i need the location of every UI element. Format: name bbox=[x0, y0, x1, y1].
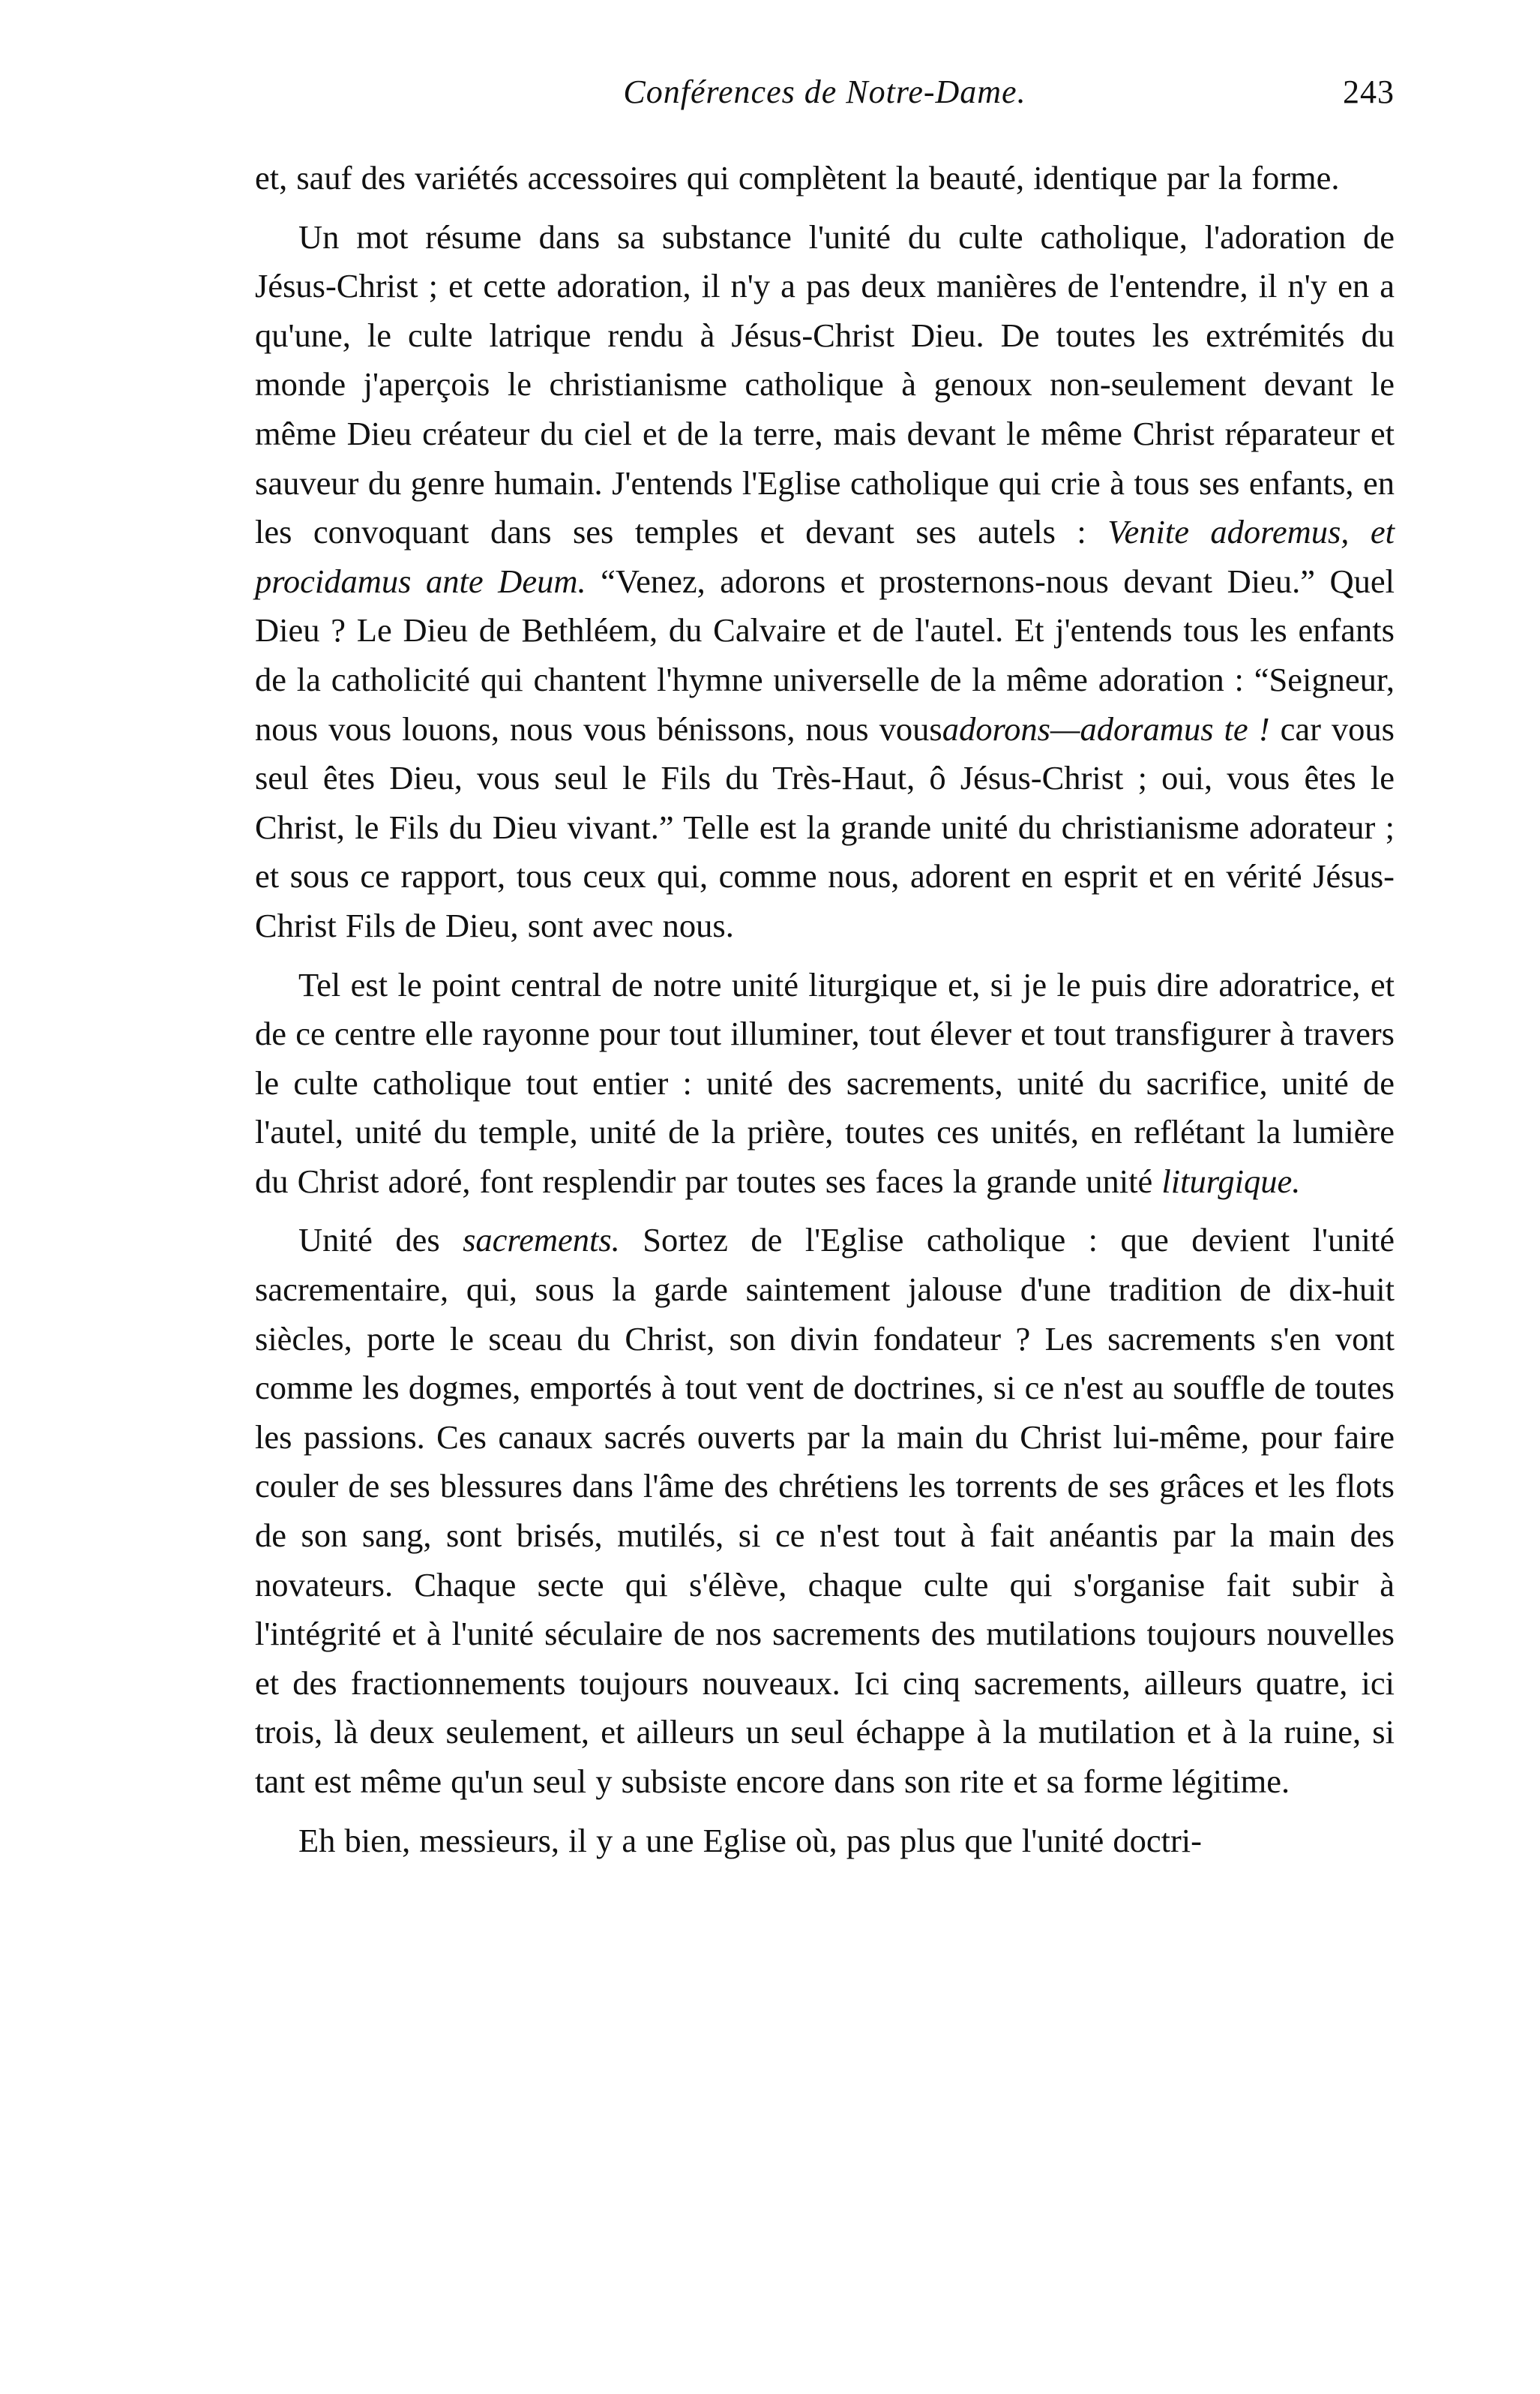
paragraph bbox=[255, 154, 1395, 203]
page-header bbox=[255, 66, 1395, 118]
text-run: Unité des bbox=[298, 1221, 463, 1259]
italic-text: liturgique. bbox=[1161, 1162, 1301, 1200]
page-number: 243 bbox=[1343, 74, 1395, 110]
italic-text: adorons—adoramus te ! bbox=[942, 710, 1270, 748]
running-title: Conférences de Notre-Dame. bbox=[623, 74, 1026, 110]
text-run: Tel est le point central de notre unité liturgique et, si je le puis dire adoratrice, et de ce centre elle rayonne pour tout illuminer, tout élever et tout transfigurer à travers le culte catholique tout entier : unité des sacrements, unité du sacrifice, unité de l'autel, unité du temple, unité de la prière, toutes ces unités, en reflétant la lumière du Christ adoré, font resplendir par toutes ses faces la grande unité bbox=[255, 965, 1395, 1200]
paragraph bbox=[255, 1216, 1395, 1806]
italic-text: sacrements. bbox=[463, 1221, 620, 1259]
paragraph bbox=[255, 961, 1395, 1207]
text-run: Un mot résume dans sa substance l'unité du culte catholique, l'adoration de Jésus-Christ ; et cette adoration, il n'y a pas deux manières de l'entendre, il n'y en a qu'une, le culte latrique rendu à Jésus-Christ Dieu. De toutes les extrémités du monde j'aperçois le christianisme catholique à genoux non-seulement devant le même Dieu créateur du ciel et de la terre, mais devant le même Christ réparateur et sauveur du genre humain. J'entends l'Eglise catholique qui crie à tous ses enfants, en les convoquant dans ses temples et devant ses autels : bbox=[255, 218, 1395, 551]
text-run: “Venez, adorons et prosternons-nous devant Dieu.” Quel Dieu ? Le Dieu de Bethléem, du Calvaire et de l'autel. Et j'entends tous les enfants de la catholicité qui chantent l'hymne universelle de la même adoration : “Seigneur, nous vous louons, nous vous bénissons, nous vous bbox=[255, 562, 1395, 748]
paragraph bbox=[255, 213, 1395, 951]
paragraph bbox=[255, 1816, 1395, 1866]
body-text bbox=[255, 154, 1395, 1865]
text-run: car vous seul êtes Dieu, vous seul le Fils du Très-Haut, ô Jésus-Christ ; oui, vous êtes le Christ, le Fils du Dieu vivant.” Telle est la grande unité du christianisme adorateur ; et sous ce rapport, tous ceux qui, comme nous, adorent en esprit et en vérité Jésus-Christ Fils de Dieu, sont avec nous. bbox=[255, 710, 1395, 944]
text-run: et, sauf des variétés accessoires qui complètent la beauté, identique par la forme. bbox=[255, 159, 1340, 196]
text-run: Eh bien, messieurs, il y a une Eglise où, pas plus que l'unité doctri- bbox=[298, 1821, 1202, 1859]
italic-text: Venite adoremus, et procidamus ante Deum. bbox=[255, 513, 1395, 600]
text-run: Sortez de l'Eglise catholique : que devient l'unité sacrementaire, qui, sous la garde saintement jalouse d'une tradition de dix-huit siècles, porte le sceau du Christ, son divin fondateur ? Les sacrements s'en vont comme les dogmes, emportés à tout vent de doctrines, si ce n'est au souffle de toutes les passions. Ces canaux sacrés ouverts par la main du Christ lui-même, pour faire couler de ses blessures dans l'âme des chrétiens les torrents de ses grâces et les flots de son sang, sont brisés, mutilés, si ce n'est tout à fait anéantis par la main des novateurs. Chaque secte qui s'élève, chaque culte qui s'organise fait subir à l'intégrité et à l'unité séculaire de nos sacrements des mutilations toujours nouvelles et des fractionnements toujours nouveaux. Ici cinq sacrements, ailleurs quatre, ici trois, là deux seulement, et ailleurs un seul échappe à la mutilation et à la ruine, si tant est même qu'un seul y subsiste encore dans son rite et sa forme légitime. bbox=[255, 1221, 1395, 1800]
